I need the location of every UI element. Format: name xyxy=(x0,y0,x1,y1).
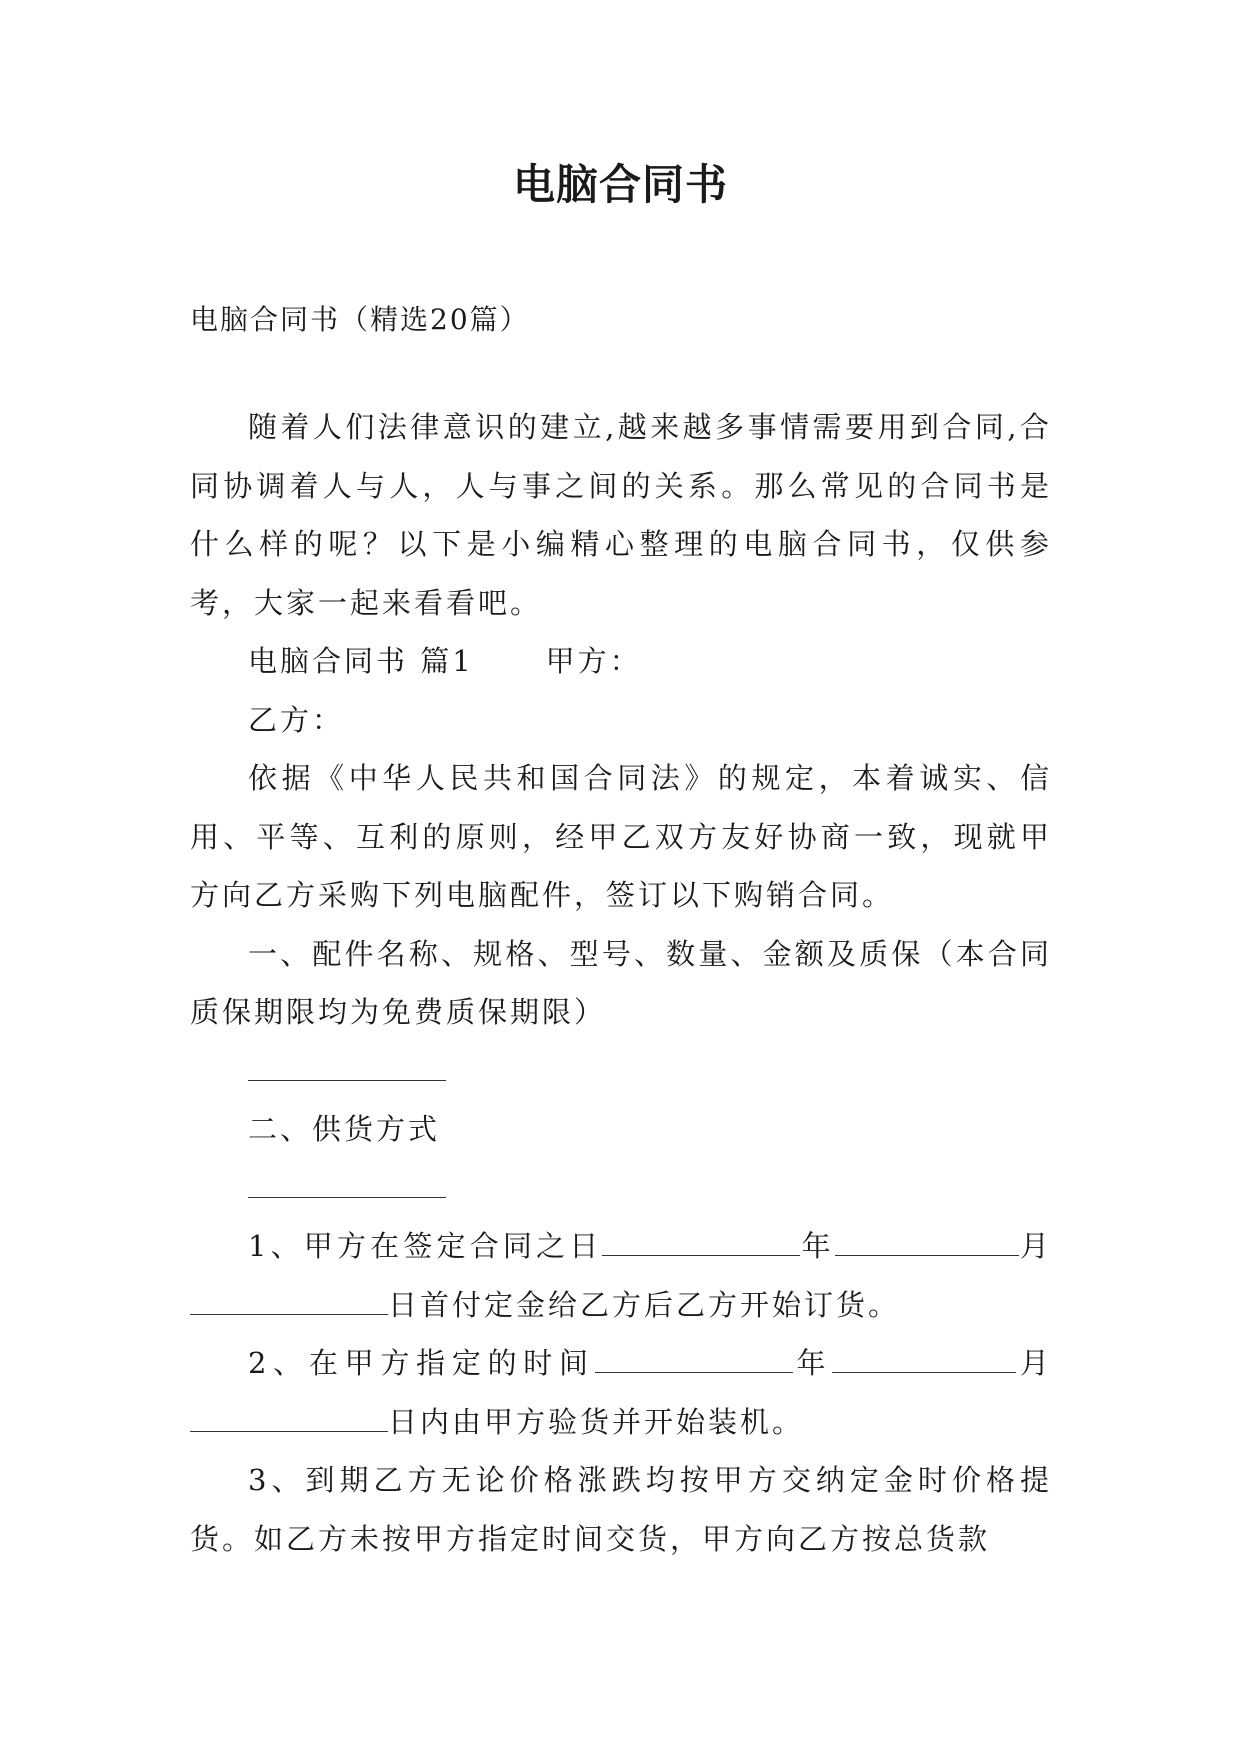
blank-field xyxy=(190,1290,388,1315)
party-a-label: 甲方： xyxy=(545,644,642,678)
blank-rule-1 xyxy=(190,1042,1052,1101)
clause-3: 3、到期乙方无论价格涨跌均按甲方交纳定金时价格提货。如乙方未按甲方指定时间交货，甲方向乙方按总货款 xyxy=(190,1463,1052,1556)
clause-2: 2、在甲方指定的时间 年 月日内由甲方验货并开始装机。 xyxy=(190,1334,1052,1451)
document-subtitle: 电脑合同书（精选20篇） xyxy=(190,303,530,336)
party-b-label: 乙方： xyxy=(248,702,345,737)
document-body xyxy=(190,398,1052,1568)
blank-field xyxy=(832,1348,1016,1373)
blank-field xyxy=(595,1348,793,1373)
item-2-heading: 二、供货方式 xyxy=(248,1112,441,1146)
underline-rule xyxy=(248,1173,446,1198)
basis-paragraph: 依据《中华人民共和国合同法》的规定，本着诚实、信用、平等、互利的原则，经甲乙双方友好协商一致，现就甲方向乙方采购下列电脑配件，签订以下购销合同。 xyxy=(190,761,1052,912)
document-title: 电脑合同书 xyxy=(512,160,728,209)
clause-1: 1、甲方在签定合同之日 年 月日首付定金给乙方后乙方开始订货。 xyxy=(190,1217,1052,1334)
blank-field xyxy=(835,1231,1019,1256)
blank-field xyxy=(190,1407,388,1432)
underline-rule xyxy=(248,1056,446,1081)
section-heading-line xyxy=(190,632,1052,691)
intro-paragraph: 随着人们法律意识的建立,越来越多事情需要用到合同,合同协调着人与人，人与事之间的关系。那么常见的合同书是什么样的呢？以下是小编精心整理的电脑合同书，仅供参考，大家一起来看看吧。 xyxy=(190,410,1052,620)
blank-field xyxy=(602,1231,800,1256)
item-1-heading: 一、配件名称、规格、型号、数量、金额及质保（本合同质保期限均为免费质保期限） xyxy=(190,936,1052,1029)
section-heading: 电脑合同书 篇1 xyxy=(248,644,474,678)
blank-rule-2 xyxy=(190,1159,1052,1218)
